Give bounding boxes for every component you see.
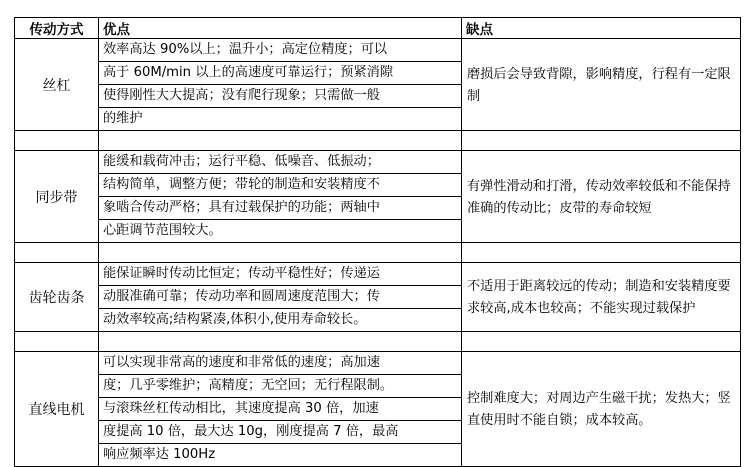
spacer-row xyxy=(15,332,741,352)
pros-line: 响应频率达 100Hz xyxy=(103,447,216,462)
pros-line: 动效率较高;结构紧凑,体积小,使用寿命较长。 xyxy=(103,312,367,327)
method-name: 直线电机 xyxy=(15,352,99,467)
pros-line: 能缓和载荷冲击；运行平稳、低噪音、低振动； xyxy=(99,151,461,174)
pros-line: 的维护 xyxy=(103,111,143,126)
cons-cell: 有弹性滑动和打滑，传动效率较低和不能保持准确的传动比；皮带的寿命较短 xyxy=(462,151,741,243)
pros-line: 结构简单，调整方便；带轮的制造和安装精度不 xyxy=(99,174,461,197)
header-cons: 缺点 xyxy=(462,18,741,39)
pros-line: 使得刚性大大提高；没有爬行现象；只需做一般 xyxy=(99,85,461,108)
cons-cell: 磨损后会导致背隙，影响精度，行程有一定限制 xyxy=(462,39,741,131)
pros-line: 能保证瞬时传动比恒定；传动平稳性好；传递运 xyxy=(99,263,461,286)
method-name: 同步带 xyxy=(15,151,99,243)
table-row xyxy=(15,263,741,332)
pros-line: 度提高 10 倍，最大达 10g，刚度提高 7 倍，最高 xyxy=(99,421,461,444)
table-row xyxy=(15,151,741,243)
pros-line: 象啮合传动严格；具有过载保护的功能；两轴中 xyxy=(99,197,461,220)
pros-line: 与滚珠丝杠传动相比，其速度提高 30 倍，加速 xyxy=(99,398,461,421)
pros-line: 动服准确可靠；传动功率和圆周速度范围大；传 xyxy=(99,286,461,309)
header-pros: 优点 xyxy=(99,18,462,39)
pros-line: 心距调节范围较大。 xyxy=(103,223,222,238)
header-method: 传动方式 xyxy=(15,18,99,39)
table-row xyxy=(15,352,741,467)
pros-cell xyxy=(99,151,462,243)
pros-line: 高于 60M/min 以上的高速度可靠运行；预紧消隙 xyxy=(99,62,461,85)
transmission-comparison-table xyxy=(14,17,741,467)
pros-line: 度；几乎零维护；高精度；无空回；无行程限制。 xyxy=(99,375,461,398)
pros-cell xyxy=(99,39,462,131)
pros-line: 效率高达 90%以上；温升小；高定位精度；可以 xyxy=(99,39,461,62)
table-header-row xyxy=(15,18,741,39)
spacer-row xyxy=(15,243,741,263)
table-row xyxy=(15,39,741,131)
method-name: 齿轮齿条 xyxy=(15,263,99,332)
spacer-row xyxy=(15,131,741,151)
cons-cell: 不适用于距离较远的传动；制造和安装精度要求较高,成本也较高；不能实现过载保护 xyxy=(462,263,741,332)
pros-line: 可以实现非常高的速度和非常低的速度；高加速 xyxy=(99,352,461,375)
pros-cell xyxy=(99,263,462,332)
method-name: 丝杠 xyxy=(15,39,99,131)
pros-cell xyxy=(99,352,462,467)
cons-cell: 控制难度大；对周边产生磁干扰；发热大；竖直使用时不能自锁；成本较高。 xyxy=(462,352,741,467)
